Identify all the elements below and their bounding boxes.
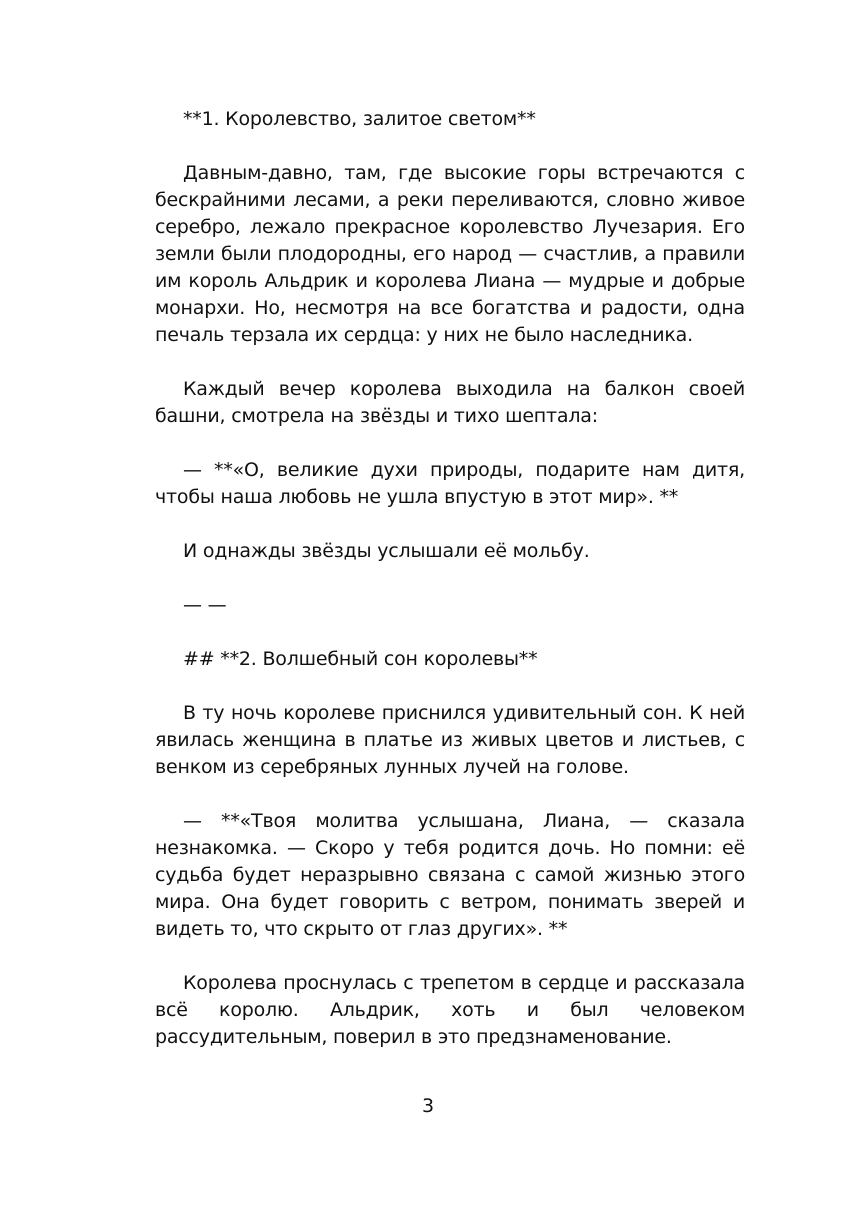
section-separator: — — (183, 594, 227, 616)
paragraph-kingdom-intro: Давным-давно, там, где высокие горы встречаются с бескрайними лесами, а реки переливаются, словно живое серебро, лежало прекрасное королевство Лучезария. Его земли были плодородны, его народ — счастлив, а правили им король Альдрик и королева Лиана — мудрые и добрые монархи. Но, несмотря на все богатства и радости, одна печаль терзала их сердца: у них не было наследника. (155, 162, 745, 346)
paragraph-gap (155, 673, 745, 700)
page-body (155, 106, 745, 1051)
paragraph-gap (155, 781, 745, 808)
page-number: 3 (421, 1095, 435, 1117)
paragraph-magic-dream: В ту ночь королеве приснился удивительный сон. К ней явилась женщина в платье из живых цветов и листьев, с венком из серебряных лунных лучей на голове. (155, 702, 745, 778)
paragraph-gap (155, 619, 745, 646)
chapter-2-heading: ## **2. Волшебный сон королевы** (183, 648, 538, 670)
paragraph-gap (155, 565, 745, 592)
paragraph-queen-awakes: Королева проснулась с трепетом в сердце и рассказала всё королю. Альдрик, хоть и был человеком рассудительным, поверил в это предзнаменование. (155, 972, 745, 1048)
paragraph-stars-heard: И однажды звёзды услышали её мольбу. (183, 540, 590, 562)
chapter-1-heading: **1. Королевство, залитое светом** (183, 108, 536, 130)
paragraph-gap (155, 511, 745, 538)
paragraph-gap (155, 943, 745, 970)
paragraph-queen-prayer: — **«О, великие духи природы, подарите нам дитя, чтобы наша любовь не ушла впустую в этот мир». ** (155, 459, 745, 508)
paragraph-stranger-speech: — **«Твоя молитва услышана, Лиана, — сказала незнакомка. — Скоро у тебя родится дочь. Но помни: её судьба будет неразрывно связана с самой жизнью этого мира. Она будет говорить с ветром, понимать зверей и видеть то, что скрыто от глаз других». ** (155, 810, 745, 940)
paragraph-gap (155, 430, 745, 457)
paragraph-gap (155, 133, 745, 160)
paragraph-queen-balcony: Каждый вечер королева выходила на балкон своей башни, смотрела на звёзды и тихо шептала: (155, 378, 745, 427)
paragraph-gap (155, 349, 745, 376)
